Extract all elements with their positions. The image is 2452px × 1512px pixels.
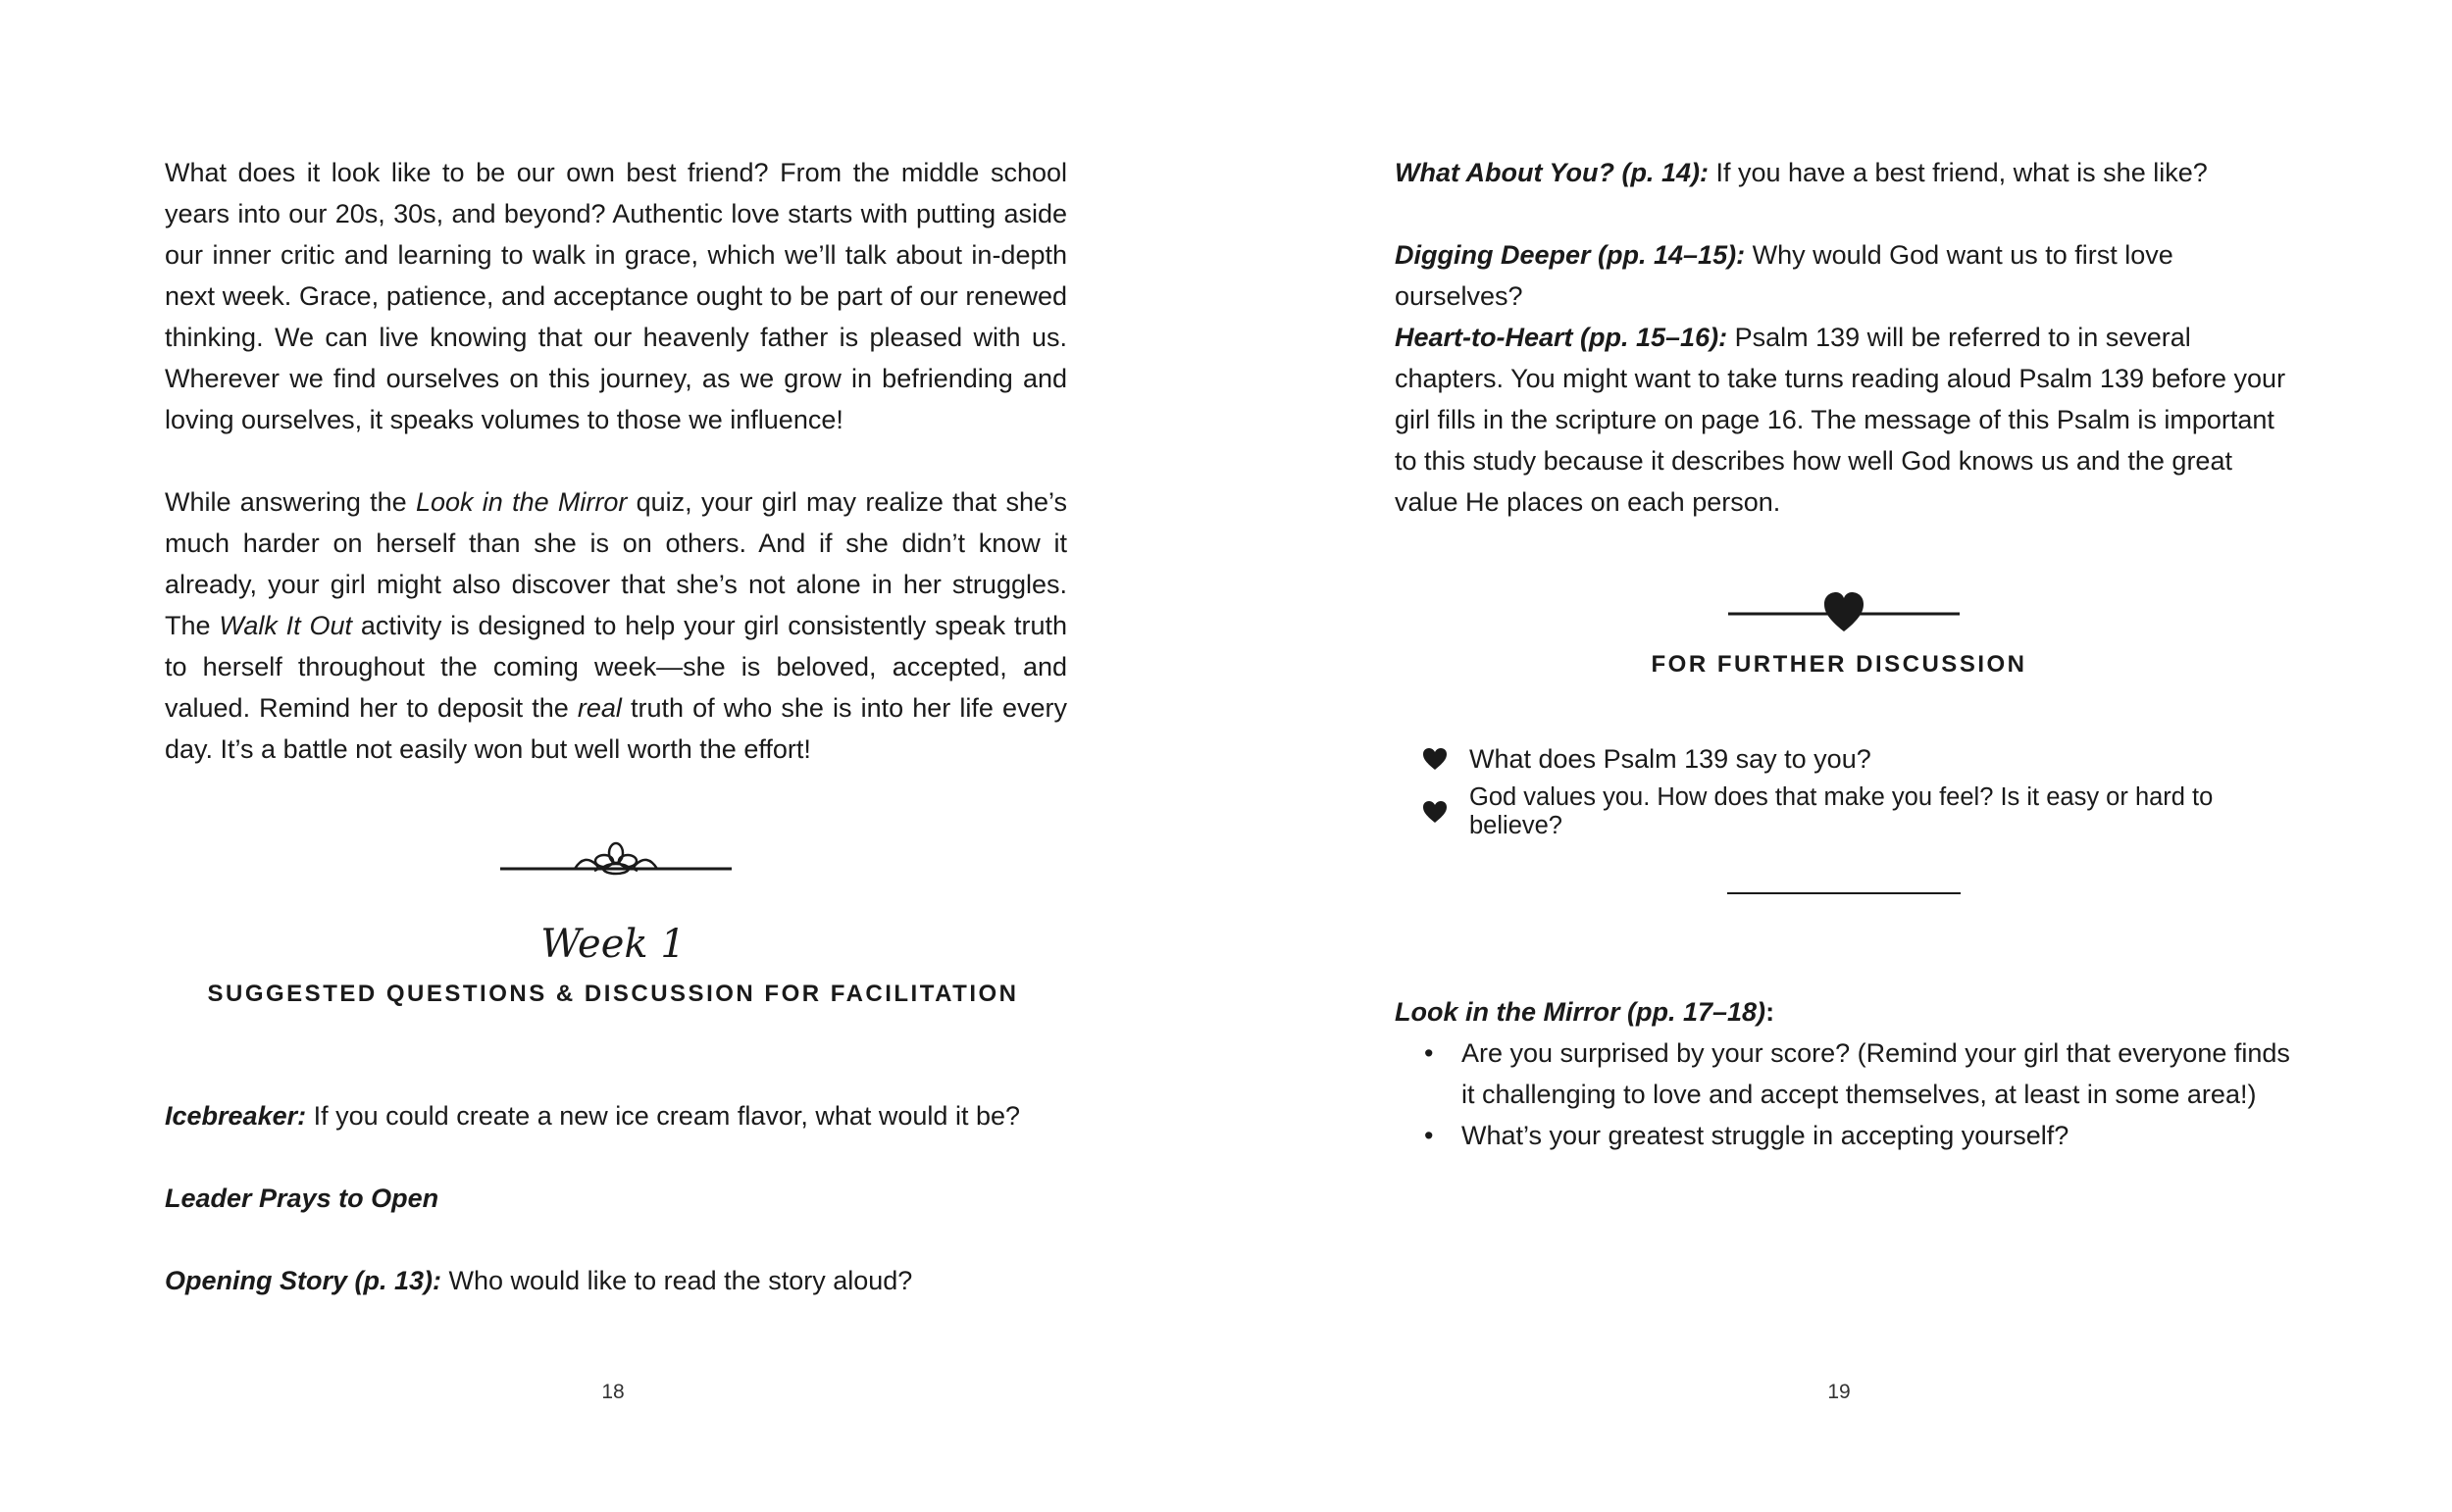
leader-prays-label: Leader Prays to Open [165,1184,439,1213]
further-discussion-list [1422,732,2305,838]
heart-bullet-icon [1422,747,1448,771]
quiz-italic-3: real [577,693,622,723]
section-divider [1727,892,1961,894]
look-in-mirror-section [1395,991,2301,1156]
quiz-italic-2: Walk It Out [219,611,353,640]
quiz-text-2: quiz, your girl may realize that she’s much harder on herself than she is on others. And if she didn’t know it already, your girl might also discover that she’s not alone in her struggles. The [165,487,1067,640]
quiz-text-4: truth of who she is into her life every day. It’s a battle not easily won but well worth the effort! [165,693,1068,764]
quiz-paragraph [165,481,1067,770]
icebreaker-line [165,1095,1067,1136]
look-in-mirror-colon: : [1765,997,1775,1027]
intro-paragraph [165,152,1067,440]
list-item: • What’s your greatest struggle in accepting yourself? [1395,1115,2301,1156]
list-item: • Are you surprised by your score? (Remind your girl that everyone finds it challenging to love and accept themselves, at least in some area!) [1395,1033,2301,1115]
week-title: Week 1 [540,922,686,967]
icebreaker-label: Icebreaker: [165,1101,307,1131]
what-about-you-line [1395,152,2301,193]
what-about-you-label: What About You? (p. 14): [1395,158,1709,187]
icebreaker-text: If you could create a new ice cream flavor, what would it be? [306,1101,1020,1131]
flower-divider-icon [498,839,734,879]
look-in-mirror-label: Look in the Mirror (pp. 17–18) [1395,997,1766,1027]
page-number: 18 [601,1381,625,1403]
quiz-italic-1: Look in the Mirror [415,487,628,517]
list-item [1422,785,2305,838]
opening-story-label: Opening Story (p. 13): [165,1266,442,1295]
further-discussion-heading: FOR FURTHER DISCUSSION [1651,651,2027,678]
heart-to-heart-paragraph [1395,317,2301,523]
quiz-text-3: activity is designed to help your girl consistently speak truth to herself throughout the coming week—she is beloved, accepted, and valued. Remind her to deposit the [165,611,1067,723]
leader-prays-line [165,1178,1067,1219]
heart-bullet-icon [1422,800,1448,824]
what-about-you-text: If you have a best friend, what is she like? [1708,158,2208,187]
digging-deeper-label: Digging Deeper (pp. 14–15): [1395,240,1746,270]
heart-to-heart-text: Psalm 139 will be referred to in several chapters. You might want to take turns reading aloud Psalm 139 before your girl fills in the scripture on page 16. The message of this Psalm is important to this study because it describes how well God knows us and the great value He places on each person. [1395,323,2286,517]
intro-paragraph-text: What does it look like to be our own best friend? From the middle school years into our 20s, 30s, and beyond? Authentic love starts with putting aside our inner critic and learning to walk in grace, which we’ll talk about in-depth next week. Grace, patience, and acceptance ought to be part of our renewed thinking. We can live knowing that our heavenly father is pleased with us. Wherever we find ourselves on this journey, as we grow in befriending and loving ourselves, it speaks volumes to those we influence! [165,158,1067,434]
look-in-mirror-list [1395,1033,2301,1156]
opening-story-text: Who would like to read the story aloud? [441,1266,913,1295]
list-item [1422,732,2305,785]
opening-story-line [165,1260,1067,1301]
digging-deeper-line [1395,234,2301,317]
further-item-text: God values you. How does that make you feel? Is it easy or hard to believe? [1469,783,2214,839]
digging-deeper-text: Why would God want us to first love ourselves? [1395,240,2173,311]
heart-to-heart-label: Heart-to-Heart (pp. 15–16): [1395,323,1728,352]
page-number: 19 [1827,1381,1851,1403]
heart-divider-icon [1726,588,1962,633]
right-page [1226,0,2452,1512]
further-item-text: What does Psalm 139 say to you? [1469,743,1871,774]
week-subtitle: SUGGESTED QUESTIONS & DISCUSSION FOR FACILITATION [207,981,1019,1007]
quiz-text-1: While answering the [165,487,416,517]
